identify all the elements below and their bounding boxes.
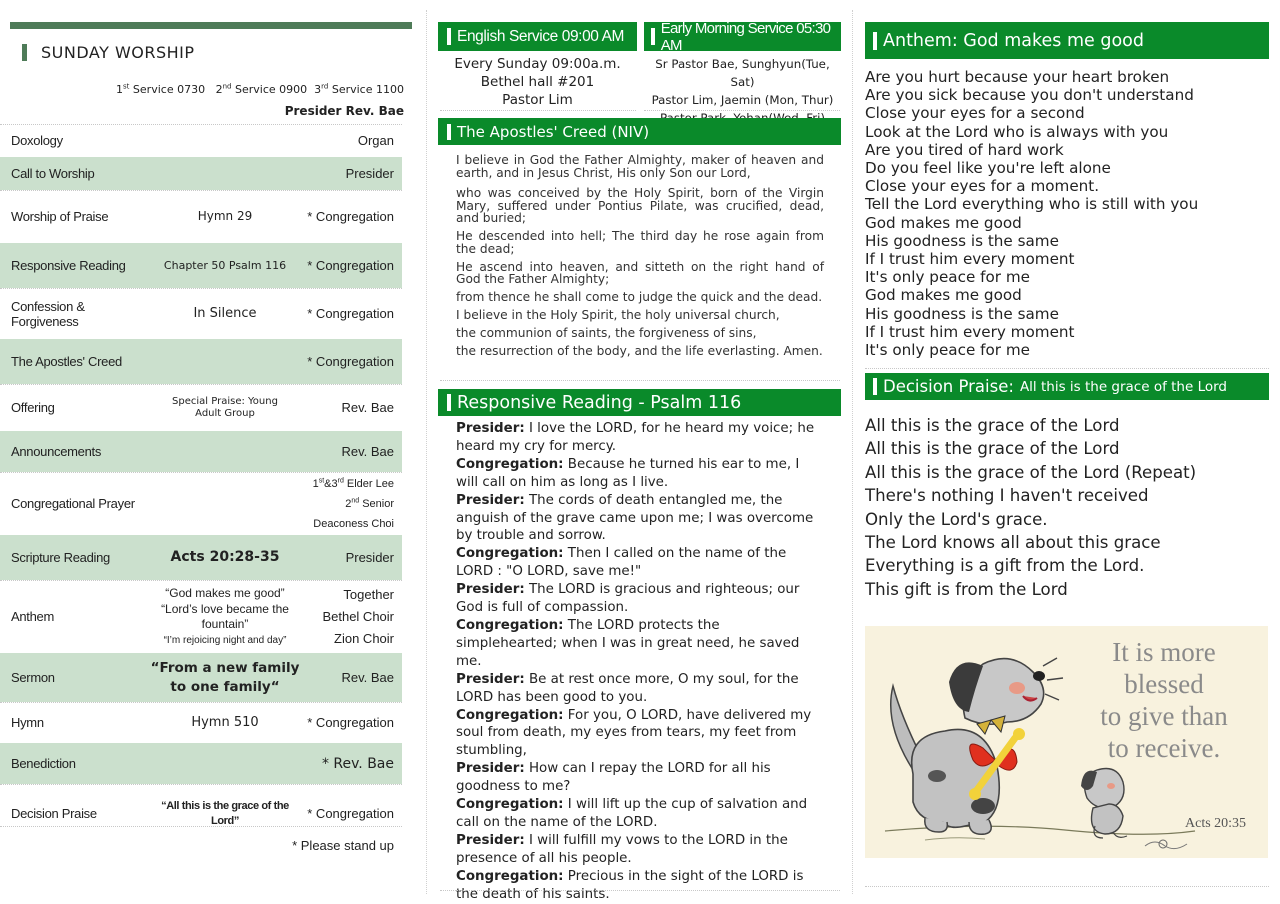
responsive-line (456, 420, 824, 456)
creed-header (438, 118, 841, 145)
presider-line: Presider Rev. Bae (284, 104, 404, 118)
creed-text (456, 154, 824, 363)
english-line-1: Every Sunday 09:00a.m. (454, 56, 621, 72)
order-who: * Congregation (307, 805, 394, 821)
lyric-line: The Lord knows all about this grace (865, 533, 1161, 553)
prayer-l1b: &3 (324, 477, 338, 490)
card-line-1: It is more (1112, 637, 1216, 667)
responsive-line (456, 707, 824, 761)
order-name: Benediction (11, 756, 76, 771)
order-row-benediction (0, 742, 402, 784)
creed-para-4: He ascend into heaven, and sitteth on the right hand of God the Father Almighty; (456, 259, 824, 286)
speaker: Presider: (456, 421, 525, 436)
order-who: Organ (357, 132, 394, 148)
lyric-line: Are you tired of hard work (865, 140, 1064, 159)
lyric-line: All this is the grace of the Lord (Repeat) (865, 462, 1197, 482)
verse: Because he turned his ear to me, I will call on him as long as I live. (456, 456, 800, 490)
prayer-leaders (300, 474, 402, 534)
order-row-congregational-prayer (0, 472, 402, 534)
order-detail: Hymn 510 (191, 715, 259, 730)
lyric-line: Are you sick because you don't understand (865, 86, 1194, 105)
verse: The cords of death entangled me, the anguish of the grave came upon me; I was overcome by trouble and sorrow. (456, 492, 814, 544)
speaker: Congregation: (456, 707, 564, 723)
lyric-line: Are you hurt because your heart broken (865, 68, 1170, 86)
verse: I will lift up the cup of salvation and call on the name of the LORD. (456, 797, 808, 830)
speaker: Congregation: (456, 797, 564, 813)
anthem-title: Anthem: God makes me good (883, 30, 1144, 51)
order-detail: Acts 20:28-35 (170, 549, 280, 565)
creed-para-6: I believe in the Holy Spirit, the holy universal church, (456, 308, 780, 322)
verse: I love the LORD, for he heard my voice; he heard my cry for mercy. (456, 421, 815, 454)
lyric-line: If I trust him every moment (865, 250, 1075, 269)
top-bar (10, 22, 412, 29)
early-service-title: Early Morning Service 05:30 AM (660, 19, 831, 54)
prayer-line-2 (300, 494, 394, 514)
anthem-song-3: “I’m rejoicing night and day” (163, 634, 287, 646)
order-name: Call to Worship (11, 166, 95, 181)
order-name: Decision Praise (11, 806, 97, 821)
decision-title: Decision Praise: (883, 377, 1014, 396)
order-row-announcements (0, 430, 402, 472)
service-3-text: Service 1100 (328, 83, 404, 96)
order-name: The Apostles' Creed (11, 354, 122, 369)
divider (865, 886, 1269, 887)
order-row-sermon (0, 652, 402, 702)
english-line-2: Bethel hall #201 (480, 74, 595, 90)
card-line-4: to receive. (1107, 733, 1221, 763)
responsive-header (438, 389, 841, 416)
header-marker (651, 28, 655, 45)
prayer-line-1 (300, 474, 394, 494)
order-detail: “All this is the grace of the Lord” (161, 799, 289, 827)
creed-para-2: who was conceived by the Holy Spirit, born of the Virgin Mary, suffered under Pontius Pilate, was crucified, dead, and buried; (456, 186, 824, 225)
prayer-l2s: nd (351, 496, 360, 504)
card-line-2: blessed (1124, 669, 1204, 699)
speaker: Congregation: (456, 617, 564, 633)
anthem-song-1: “God makes me good” (165, 585, 285, 600)
order-name: Worship of Praise (11, 209, 109, 224)
divider (440, 110, 636, 111)
order-who: * Congregation (307, 353, 394, 369)
order-detail: Special Praise: Young Adult Group (172, 395, 278, 419)
lyric-line: This gift is from the Lord (865, 579, 1068, 599)
worship-title (10, 39, 412, 65)
order-who: Rev. Bae (341, 399, 394, 415)
lyric-line: It's only peace for me (865, 341, 1030, 360)
lyric-line: His goodness is the same (865, 304, 1059, 323)
order-row-doxology (0, 124, 402, 156)
lyric-line: His goodness is the same (865, 231, 1059, 250)
anthem-choir-2: Bethel Choir (322, 608, 394, 624)
verse: How can I repay the LORD for all his goodness to me? (456, 761, 771, 795)
lyric-line: All this is the grace of the Lord (865, 416, 1120, 435)
early-service-header (644, 19, 841, 54)
service-3-num: 3 (314, 83, 322, 96)
responsive-text (456, 420, 824, 903)
header-marker (447, 28, 451, 45)
card-quote (1079, 636, 1249, 764)
responsive-line (456, 671, 824, 707)
order-row-responsive-reading (0, 242, 402, 288)
lyric-line: Everything is a gift from the Lord. (865, 556, 1145, 576)
anthem-lyrics (865, 68, 1265, 359)
order-name: Confession & Forgiveness (11, 298, 85, 329)
order-row-apostles-creed (0, 338, 402, 384)
lyric-line: All this is the grace of the Lord (865, 439, 1120, 459)
early-line-1: Sr Pastor Bae, Sunghyun(Tue, Sat) (655, 57, 830, 89)
lyric-line: Do you feel like you're left alone (865, 159, 1111, 178)
lyric-line: Close your eyes for a second (865, 104, 1085, 123)
anthem-choir-1: Together (343, 586, 394, 602)
order-name: Offering (11, 400, 55, 415)
creed-para-3: He descended into hell; The third day he rose again from the dead; (456, 229, 824, 256)
early-service-info (644, 55, 841, 127)
order-name: Scripture Reading (11, 550, 110, 565)
speaker: Presider: (456, 492, 525, 508)
speaker: Presider: (456, 761, 525, 777)
column-divider (852, 10, 853, 894)
english-service-info (440, 55, 635, 109)
order-name: Congregational Prayer (11, 496, 135, 511)
title-marker (22, 44, 27, 61)
order-detail: Chapter 50 Psalm 116 (163, 258, 287, 272)
anthem-songs (150, 585, 300, 649)
english-service-header (438, 22, 637, 51)
prayer-l1a: 1 (312, 477, 319, 490)
service-2-num: 2 (215, 83, 223, 96)
creed-para-1: I believe in God the Father Almighty, maker of heaven and earth, and in Jesus Christ, His only Son our Lord, (456, 153, 824, 180)
order-name: Announcements (11, 444, 102, 459)
responsive-line (456, 832, 824, 868)
lyric-line: Only the Lord's grace. (865, 509, 1048, 529)
order-who: * Rev. Bae (321, 755, 394, 772)
responsive-line (456, 545, 824, 581)
speaker: Presider: (456, 832, 525, 848)
decision-lyrics (865, 414, 1265, 601)
order-detail: Hymn 29 (197, 209, 253, 223)
service-2-text: Service 0900 (231, 83, 308, 96)
order-of-worship (10, 22, 412, 119)
stand-up-note: * Please stand up (0, 826, 402, 853)
service-3-sup: rd (321, 82, 329, 91)
anthem-choir-3: Zion Choir (334, 630, 394, 646)
speaker: Presider: (456, 582, 525, 598)
order-name: Doxology (11, 133, 63, 148)
order-who: * Congregation (307, 305, 394, 321)
divider (440, 380, 840, 381)
verse: For you, O LORD, have delivered my soul from death, my eyes from tears, my feet from stumbling, (456, 707, 812, 759)
prayer-l2a: 2 (345, 497, 352, 510)
header-marker (873, 378, 877, 395)
lyric-line: It's only peace for me (865, 268, 1030, 287)
order-name: Hymn (11, 715, 44, 730)
order-name: Sermon (11, 670, 55, 685)
speaker: Congregation: (456, 546, 564, 562)
speaker: Congregation: (456, 456, 564, 472)
order-who: Rev. Bae (341, 669, 394, 685)
order-name: Anthem (11, 609, 55, 624)
prayer-line-3: Deaconess Choi (313, 517, 394, 530)
english-line-3: Pastor Lim (502, 92, 573, 108)
order-who: * Congregation (307, 257, 394, 273)
header-marker (447, 394, 451, 411)
verse: Precious in the sight of the LORD is the death of his saints. (456, 868, 804, 902)
speaker: Congregation: (456, 868, 564, 884)
responsive-line (456, 617, 824, 671)
responsive-line (456, 492, 824, 546)
creed-para-5: from thence he shall come to judge the quick and the dead. (456, 290, 823, 304)
order-row-scripture-reading (0, 534, 402, 580)
verse: Then I called on the name of the LORD : "O LORD, save me!" (456, 546, 787, 580)
lyric-line: God makes me good (865, 286, 1022, 305)
creed-para-8: the resurrection of the body, and the life everlasting. Amen. (456, 344, 823, 358)
card-reference: Acts 20:35 (1185, 816, 1247, 831)
lyric-line: Close your eyes for a moment. (865, 177, 1100, 196)
order-name: Responsive Reading (11, 258, 126, 273)
responsive-line (456, 796, 824, 832)
lyric-line: Tell the Lord everything who is still with you (865, 195, 1199, 214)
lyric-line: Look at the Lord who is always with you (865, 122, 1169, 141)
order-detail: “From a new family to one family“ (150, 659, 300, 695)
header-marker (447, 124, 451, 140)
responsive-title: Responsive Reading - Psalm 116 (457, 392, 742, 413)
order-who: Presider (345, 549, 394, 565)
service-2-sup: nd (222, 82, 232, 91)
worship-title-text: SUNDAY WORSHIP (41, 42, 195, 62)
english-service-title: English Service 09:00 AM (457, 27, 625, 45)
speaker: Presider: (456, 671, 525, 687)
verse: I will fulfill my vows to the LORD in the presence of all his people. (456, 832, 788, 866)
service-1-sup: st (123, 82, 130, 91)
lyric-line: If I trust him every moment (865, 322, 1075, 341)
service-1-num: 1 (116, 83, 124, 96)
responsive-line (456, 581, 824, 617)
service-times (10, 83, 412, 97)
creed-para-7: the communion of saints, the forgiveness of sins, (456, 326, 757, 340)
anthem-header (865, 22, 1269, 59)
prayer-l1sb: rd (337, 476, 344, 484)
order-row-offering (0, 384, 402, 430)
decision-subtitle: All this is the grace of the Lord (1019, 378, 1227, 395)
creed-title: The Apostles' Creed (NIV) (457, 122, 650, 141)
divider (440, 890, 840, 891)
verse: The LORD is gracious and righteous; our God is full of compassion. (456, 582, 800, 616)
order-who: * Congregation (307, 208, 394, 224)
anthem-song-2: “Lord’s love became the fountain” (161, 601, 289, 631)
decision-header (865, 373, 1269, 400)
divider (865, 368, 1269, 369)
card-line-3: to give than (1100, 701, 1228, 731)
order-row-call-to-worship (0, 156, 402, 190)
order-who: * Congregation (307, 714, 394, 730)
anthem-choirs (300, 584, 402, 650)
header-marker (873, 32, 877, 50)
prayer-l2b: Senior (359, 497, 394, 510)
order-row-worship-of-praise (0, 190, 402, 242)
service-1-text: Service 0730 (129, 83, 206, 96)
early-line-2: Pastor Lim, Jaemin (Mon, Thur) (651, 93, 834, 107)
lyric-line: There's nothing I haven't received (865, 486, 1149, 506)
order-who: Rev. Bae (341, 443, 394, 459)
order-row-confession (0, 288, 402, 338)
responsive-line (456, 456, 824, 492)
verse: Be at rest once more, O my soul, for the LORD has been good to you. (456, 671, 799, 705)
order-row-hymn (0, 702, 402, 742)
verse: The LORD protects the simplehearted; when I was in great need, he saved me. (456, 617, 800, 669)
column-divider (426, 10, 427, 894)
responsive-line (456, 760, 824, 796)
responsive-line (456, 868, 824, 904)
order-who: Presider (345, 165, 394, 181)
divider (644, 110, 840, 111)
illustration-card (865, 626, 1268, 858)
order-detail: In Silence (193, 306, 257, 321)
lyric-line: God makes me good (865, 213, 1022, 232)
prayer-l1sa: st (318, 476, 325, 484)
prayer-l1c: Elder Lee (343, 477, 394, 490)
order-row-anthem (0, 580, 402, 652)
